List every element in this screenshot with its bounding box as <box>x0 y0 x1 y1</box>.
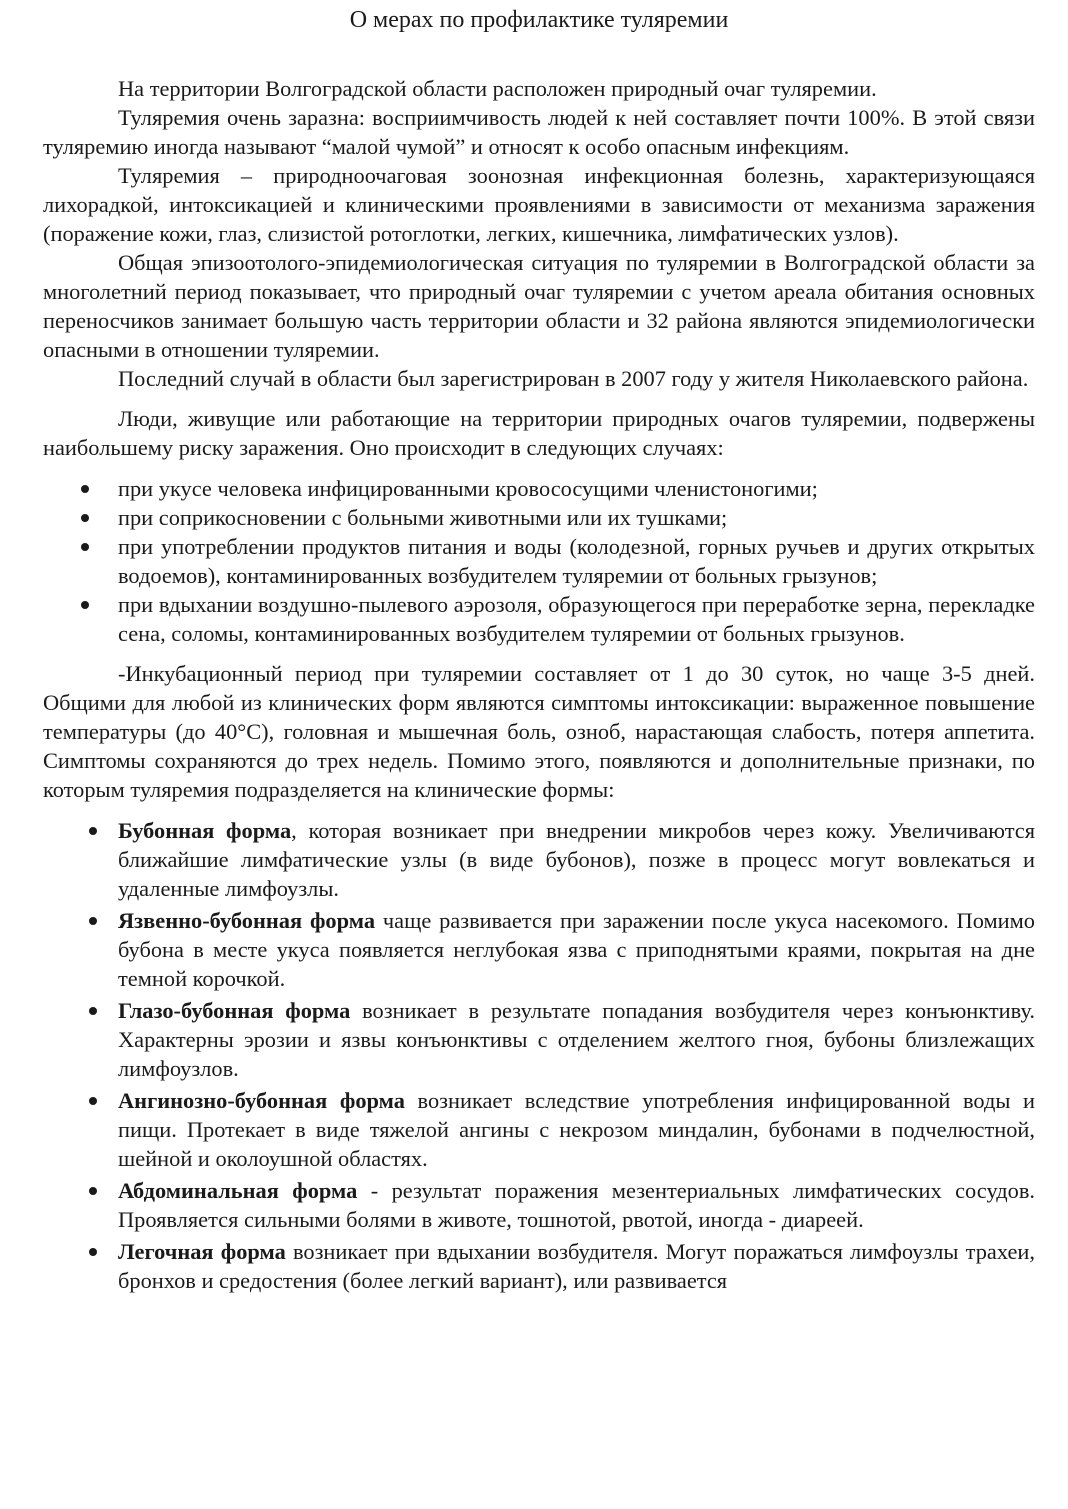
paragraph-contagious: Туляремия очень заразна: восприимчивость людей к ней составляет почти 100%. В этой связи туляремию иногда называют “малой чумой” и относят к особо опасным инфекциям. <box>43 105 1035 159</box>
list-item <box>43 906 1035 993</box>
bullet-icon <box>89 1097 97 1105</box>
list-item: при вдыхании воздушно-пылевого аэрозоля, образующегося при переработке зерна, перекладке сена, соломы, контаминированных возбудителем туляремии от больных грызунов. <box>43 590 1035 648</box>
form-name: Легочная форма <box>118 1239 286 1264</box>
form-description: - результат поражения мезентериальных лимфатических сосудов. Проявляется сильными болями в животе, тошнотой, рвотой, иногда - диареей. <box>118 1178 1035 1232</box>
list-item <box>43 816 1035 903</box>
bullet-icon <box>81 543 89 551</box>
paragraph-focus: На территории Волгоградской области расположен природный очаг туляремии. <box>118 76 877 101</box>
list-item: при употреблении продуктов питания и воды (колодезной, горных ручьев и других открытых водоемов), контаминированных возбудителем туляремии от больных грызунов; <box>43 532 1035 590</box>
list-item <box>43 1237 1035 1295</box>
list-item <box>43 1176 1035 1234</box>
document-title: О мерах по профилактике туляремии <box>349 7 729 33</box>
bullet-icon <box>81 514 89 522</box>
document-page <box>43 0 1035 1298</box>
paragraph-definition: Туляремия – природноочаговая зоонозная инфекционная болезнь, характеризующаяся лихорадкой, интоксикацией и клиническими проявлениями в зависимости от механизма заражения (поражение кожи, глаз, слизистой ротоглотки, легких, кишечника, лимфатических узлов). <box>43 163 1035 246</box>
bullet-icon <box>89 1248 97 1256</box>
form-name: Глазо-бубонная форма <box>118 998 351 1023</box>
form-description: чаще развивается при заражении после укуса насекомого. Помимо бубона в месте укуса появляется неглубокая язва с приподнятыми краями, покрытая на дне темной корочкой. <box>118 908 1035 991</box>
form-name: Ангинозно-бубонная форма <box>118 1088 405 1113</box>
paragraph-incubation: -Инкубационный период при туляремии составляет от 1 до 30 суток, но чаще 3-5 дней. Общими для любой из клинических форм являются симптомы интоксикации: выраженное повышение температуры (до 40°С), головная и мышечная боль, озноб, нарастающая слабость, потеря аппетита. Симптомы сохраняются до трех недель. Помимо этого, появляются и дополнительные признаки, по которым туляремия подразделяется на клинические формы: <box>43 661 1035 802</box>
form-name: Абдоминальная форма <box>118 1178 358 1203</box>
paragraph-situation: Общая эпизоотолого-эпидемиологическая ситуация по туляремии в Волгоградской области за многолетний период показывает, что природный очаг туляремии с учетом ареала обитания основных переносчиков занимает большую часть территории области и 32 района являются эпидемиологически опасными в отношении туляремии. <box>43 250 1035 362</box>
form-description: , которая возникает при внедрении микробов через кожу. Увеличиваются ближайшие лимфатические узлы (в виде бубонов), позже в процесс могут вовлекаться и удаленные лимфоузлы. <box>118 818 1036 901</box>
list-item <box>43 1086 1035 1173</box>
bullet-icon <box>81 601 89 609</box>
risk-list <box>43 474 1035 648</box>
form-description: возникает при вдыхании возбудителя. Могут поражаться лимфоузлы трахеи, бронхов и средостения (более легкий вариант), или развивается <box>118 1239 1035 1293</box>
bullet-icon <box>89 1187 97 1195</box>
form-name: Язвенно-бубонная форма <box>118 908 376 933</box>
list-item: при соприкосновении с больными животными или их тушками; <box>43 503 1035 532</box>
bullet-icon <box>89 1007 97 1015</box>
bullet-icon <box>89 827 97 835</box>
form-description: возникает вследствие употребления инфицированной воды и пищи. Протекает в виде тяжелой ангины с некрозом миндалин, бубонами в подчелюстной, шейной и околоушной областях. <box>118 1088 1035 1171</box>
clinical-forms-list <box>43 816 1035 1295</box>
bullet-icon <box>81 485 89 493</box>
list-item: при укусе человека инфицированными кровососущими членистоногими; <box>43 474 1035 503</box>
bullet-icon <box>89 917 97 925</box>
form-description: возникает в результате попадания возбудителя через конъюнктиву. Характерны эрозии и язвы конъюнктивы с отделением желтого гноя, бубоны близлежащих лимфоузлов. <box>118 998 1035 1081</box>
paragraph-risk-intro: Люди, живущие или работающие на территории природных очагов туляремии, подвержены наибольшему риску заражения. Оно происходит в следующих случаях: <box>43 406 1035 460</box>
list-item <box>43 996 1035 1083</box>
form-name: Бубонная форма <box>118 818 292 843</box>
paragraph-last-case: Последний случай в области был зарегистрирован в 2007 году у жителя Николаевского района. <box>118 366 1029 391</box>
